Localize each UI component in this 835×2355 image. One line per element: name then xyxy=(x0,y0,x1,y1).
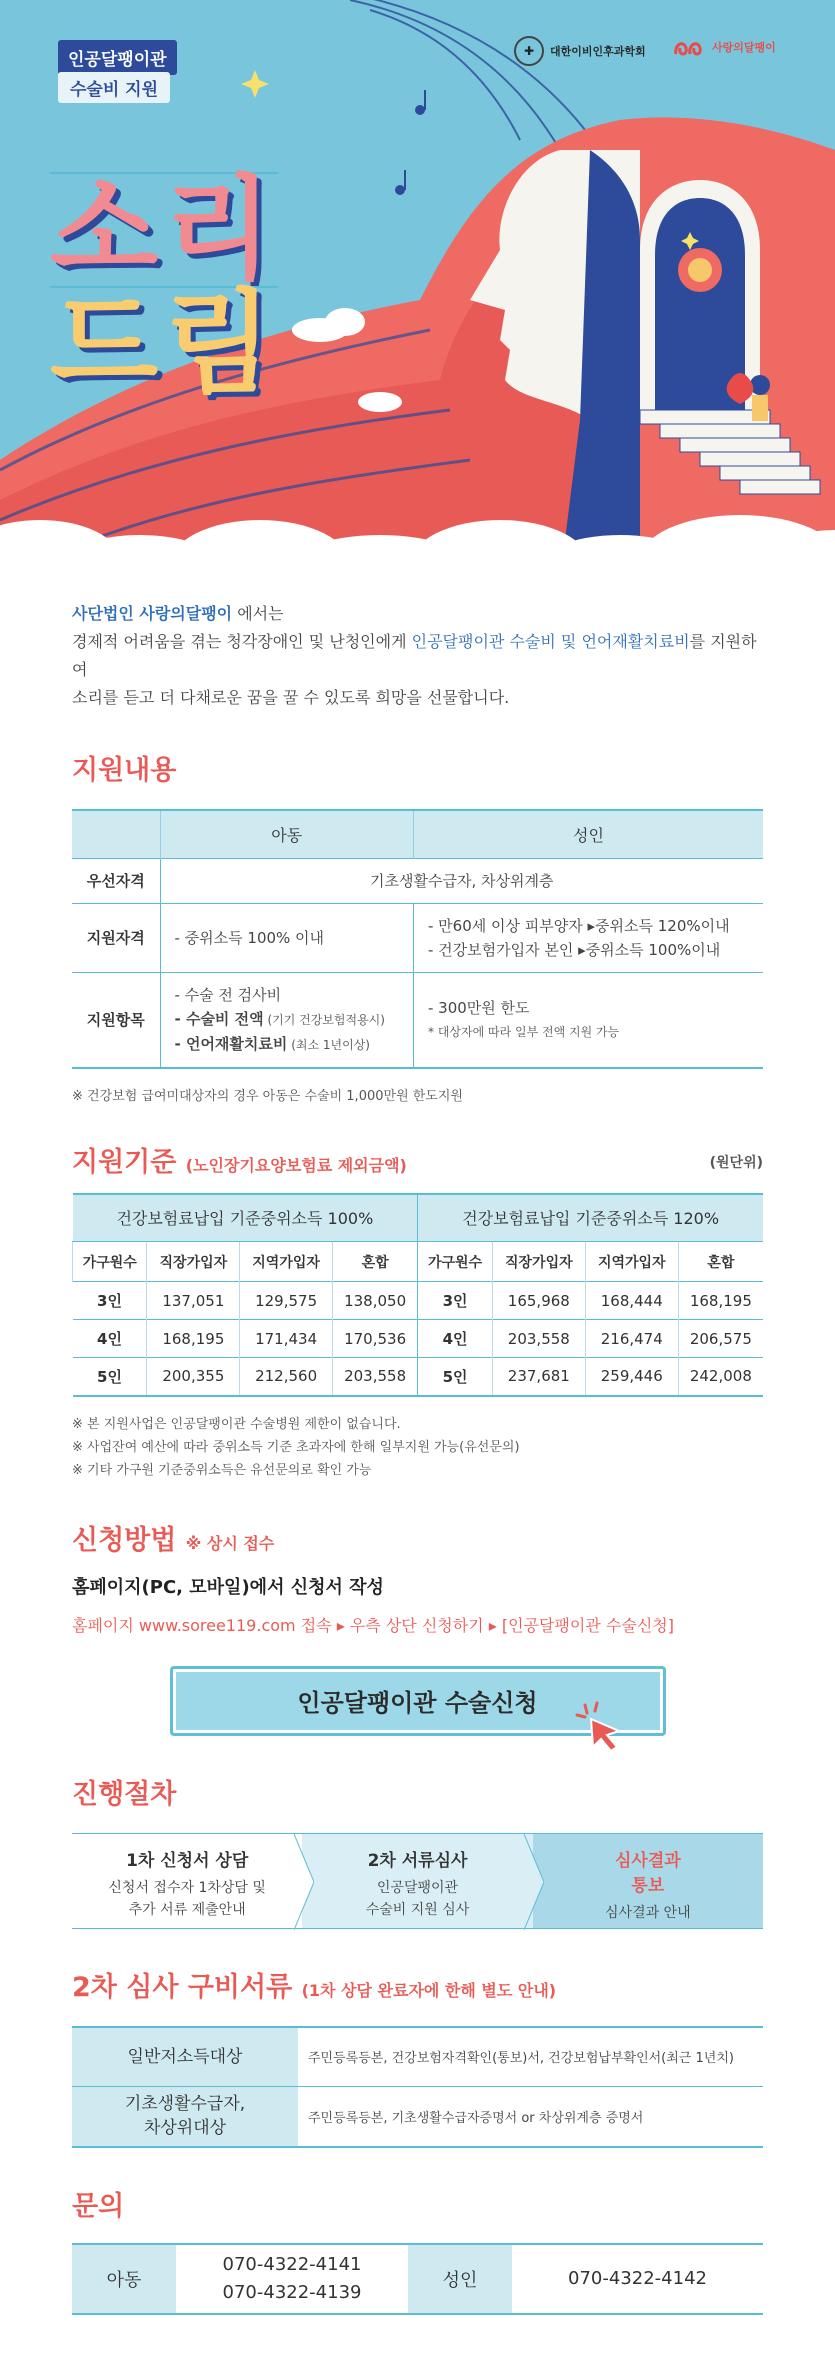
items-child-2-note: (기기 건강보험적용시) xyxy=(263,1012,385,1027)
items-child-3: - 언어재활치료비 xyxy=(174,1034,288,1053)
step-desc: 심사결과 안내 xyxy=(605,1904,691,1921)
table-row xyxy=(73,1320,764,1358)
qualification-adult-2: - 건강보험가입자 본인 ▸중위소득 100%이내 xyxy=(428,940,721,959)
process-step-1 xyxy=(72,1834,302,1928)
snail-logo-icon xyxy=(672,36,708,58)
apply-path-link[interactable]: 홈페이지 www.soree119.com 접속 ▸ 우측 상단 신청하기 ▸ [인공달팽이관 수술신청] xyxy=(72,1615,674,1635)
qualification-adult xyxy=(414,903,764,972)
support-header-adult: 성인 xyxy=(414,810,764,858)
cta-wrapper xyxy=(72,1666,763,1736)
qualification-label: 지원자격 xyxy=(72,903,160,972)
badge-support: 수술비 지원 xyxy=(58,72,170,103)
criteria-col-mixed: 혼합 xyxy=(332,1242,417,1282)
items-adult-1: - 300만원 한도 xyxy=(428,998,530,1017)
support-header-child: 아동 xyxy=(160,810,414,858)
apply-title: 신청방법 xyxy=(72,1524,177,1556)
criteria-section-title xyxy=(72,1140,763,1179)
documents-table xyxy=(72,2026,763,2148)
value-cell: 259,446 xyxy=(585,1358,678,1396)
surgery-apply-button[interactable] xyxy=(170,1666,666,1736)
criteria-note: ※ 기타 가구원 기준중위소득은 유선문의로 확인 가능 xyxy=(72,1462,372,1478)
criteria-note: ※ 본 지원사업은 인공달팽이관 수술병원 제한이 없습니다. xyxy=(72,1416,401,1432)
qualification-adult-1: - 만60세 이상 피부양자 ▸중위소득 120%이내 xyxy=(428,916,730,935)
criteria-group-120: 건강보험료납입 기준중위소득 120% xyxy=(418,1194,763,1242)
step-desc: 수술비 지원 심사 xyxy=(365,1901,470,1918)
step-heading: 통보 xyxy=(631,1875,665,1896)
criteria-unit: (원단위) xyxy=(709,1154,763,1171)
household-size: 5인 xyxy=(73,1358,147,1396)
table-row xyxy=(72,2087,763,2147)
intro-line2-prefix: 경제적 어려움을 겪는 청각장애인 및 난청인에게 xyxy=(72,632,412,651)
process-section-title: 진행절차 xyxy=(72,1778,177,1810)
value-cell: 170,536 xyxy=(332,1320,417,1358)
intro-line3: 소리를 듣고 더 다채로운 꿈을 꿀 수 있도록 희망을 선물합니다. xyxy=(72,688,510,707)
support-section-title: 지원내용 xyxy=(72,755,177,786)
contact-section-title: 문의 xyxy=(72,2190,125,2222)
apply-lead: 홈페이지(PC, 모바일)에서 신청서 작성 xyxy=(72,1576,384,1598)
documents-key-line: 차상위대상 xyxy=(143,2118,227,2139)
value-cell: 138,050 xyxy=(332,1282,417,1320)
documents-value: 주민등록등본, 건강보험자격확인(통보)서, 건강보험납부확인서(최근 1년치) xyxy=(298,2027,763,2087)
items-child-2: - 수술비 전액 xyxy=(174,1009,264,1028)
household-size: 5인 xyxy=(418,1358,493,1396)
logo-snail-of-love xyxy=(672,36,776,58)
documents-value: 주민등록등본, 기초생활수급자증명서 or 차상위계층 증명서 xyxy=(298,2087,763,2147)
items-adult-2: * 대상자에 따라 일부 전액 지원 가능 xyxy=(428,1024,620,1039)
items-child xyxy=(160,972,414,1068)
criteria-note: ※ 사업잔여 예산에 따라 중위소득 기준 초과자에 한해 일부지원 가능(유선문의) xyxy=(72,1439,520,1455)
main-content xyxy=(0,600,835,2315)
items-adult xyxy=(414,972,764,1068)
documents-key-line: 기초생활수급자, xyxy=(124,2094,246,2115)
badge-program: 인공달팽이관 xyxy=(58,40,177,75)
household-size: 4인 xyxy=(73,1320,147,1358)
process-step-2 xyxy=(302,1834,532,1928)
intro-highlight: 인공달팽이관 수술비 및 언어재활치료비 xyxy=(411,632,690,651)
hero-title-line2: 드림 xyxy=(50,279,279,409)
surgery-apply-button-label: 인공달팽이관 수술신청 xyxy=(297,1689,538,1717)
table-row xyxy=(73,1282,764,1320)
value-cell: 206,575 xyxy=(678,1320,763,1358)
priority-label: 우선자격 xyxy=(72,858,160,903)
step-desc: 인공달팽이관 xyxy=(376,1879,459,1896)
items-child-3-note: (최소 1년이상) xyxy=(287,1037,370,1052)
society-seal-icon: ✚ xyxy=(514,36,544,66)
hero-title-line1: 소리 xyxy=(50,165,279,295)
documents-subtitle: (1차 상담 완료자에 한해 별도 안내) xyxy=(301,1980,557,2000)
criteria-col-employee: 직장가입자 xyxy=(147,1242,240,1282)
contact-adult-label: 성인 xyxy=(408,2244,512,2314)
items-label: 지원항목 xyxy=(72,972,160,1068)
chevron-right-icon xyxy=(524,1834,544,1930)
support-note: ※ 건강보험 급여미대상자의 경우 아동은 수술비 1,000만원 한도지원 xyxy=(72,1088,463,1104)
table-row xyxy=(73,1358,764,1396)
items-child-1: - 수술 전 검사비 xyxy=(174,985,282,1004)
household-size: 4인 xyxy=(418,1320,493,1358)
criteria-group-100: 건강보험료납입 기준중위소득 100% xyxy=(73,1194,418,1242)
phone-link[interactable]: 070-4322-4142 xyxy=(512,2244,763,2314)
process-steps xyxy=(72,1833,763,1929)
household-size: 3인 xyxy=(73,1282,147,1320)
apply-subtitle: ※ 상시 접수 xyxy=(185,1533,275,1553)
value-cell: 165,968 xyxy=(492,1282,585,1320)
intro-line2-suffix: 를 지원하여 xyxy=(72,632,757,679)
value-cell: 129,575 xyxy=(240,1282,333,1320)
documents-key: 일반저소득대상 xyxy=(72,2027,298,2087)
priority-value: 기초생활수급자, 차상위계층 xyxy=(160,858,763,903)
qualification-child: - 중위소득 100% 이내 xyxy=(160,903,414,972)
intro-line1-suffix: 에서는 xyxy=(232,604,284,623)
value-cell: 216,474 xyxy=(585,1320,678,1358)
value-cell: 203,558 xyxy=(492,1320,585,1358)
table-row xyxy=(72,2027,763,2087)
criteria-notes xyxy=(72,1413,763,1482)
household-size: 3인 xyxy=(418,1282,493,1320)
logo-snail-text: 사랑의달팽이 xyxy=(712,41,776,54)
click-cursor-icon xyxy=(575,1701,629,1755)
criteria-subtitle: (노인장기요양보험료 제외금액) xyxy=(185,1155,407,1175)
logo-society-text: 대한이비인후과학회 xyxy=(550,45,646,58)
documents-title: 2차 심사 구비서류 xyxy=(72,1971,293,2003)
value-cell: 200,355 xyxy=(147,1358,240,1396)
contact-child-label: 아동 xyxy=(72,2244,176,2314)
value-cell: 203,558 xyxy=(332,1358,417,1396)
step-heading: 2차 서류심사 xyxy=(367,1850,468,1871)
contact-table xyxy=(72,2243,763,2315)
value-cell: 171,434 xyxy=(240,1320,333,1358)
phone-link[interactable]: 070-4322-4139 xyxy=(222,2281,362,2303)
criteria-col-employee: 직장가입자 xyxy=(492,1242,585,1282)
contact-child-phones xyxy=(176,2244,408,2314)
value-cell: 237,681 xyxy=(492,1358,585,1396)
intro-org: 사단법인 사랑의달팽이 xyxy=(72,604,233,623)
documents-section-title xyxy=(72,1965,763,2004)
criteria-table xyxy=(72,1193,763,1397)
documents-key xyxy=(72,2087,298,2147)
support-header-empty xyxy=(72,810,160,858)
criteria-title: 지원기준 xyxy=(72,1146,177,1178)
value-cell: 168,195 xyxy=(678,1282,763,1320)
step-heading: 심사결과 xyxy=(614,1850,681,1871)
criteria-col-size: 가구원수 xyxy=(418,1242,493,1282)
step-heading: 1차 신청서 상담 xyxy=(126,1850,249,1871)
value-cell: 168,444 xyxy=(585,1282,678,1320)
step-desc: 신청서 접수자 1차상담 및 xyxy=(108,1879,266,1896)
value-cell: 137,051 xyxy=(147,1282,240,1320)
value-cell: 212,560 xyxy=(240,1358,333,1396)
step-desc: 추가 서류 제출안내 xyxy=(128,1901,246,1918)
intro-paragraph xyxy=(72,600,763,712)
hero-banner xyxy=(0,0,835,580)
criteria-col-mixed: 혼합 xyxy=(678,1242,763,1282)
criteria-col-regional: 지역가입자 xyxy=(240,1242,333,1282)
phone-link[interactable]: 070-4322-4141 xyxy=(222,2253,362,2275)
criteria-col-regional: 지역가입자 xyxy=(585,1242,678,1282)
support-table xyxy=(72,809,763,1069)
value-cell: 168,195 xyxy=(147,1320,240,1358)
criteria-col-size: 가구원수 xyxy=(73,1242,147,1282)
logo-society xyxy=(514,36,646,66)
apply-section-title xyxy=(72,1518,763,1557)
value-cell: 242,008 xyxy=(678,1358,763,1396)
chevron-right-icon xyxy=(294,1834,314,1930)
process-step-3 xyxy=(533,1834,763,1928)
